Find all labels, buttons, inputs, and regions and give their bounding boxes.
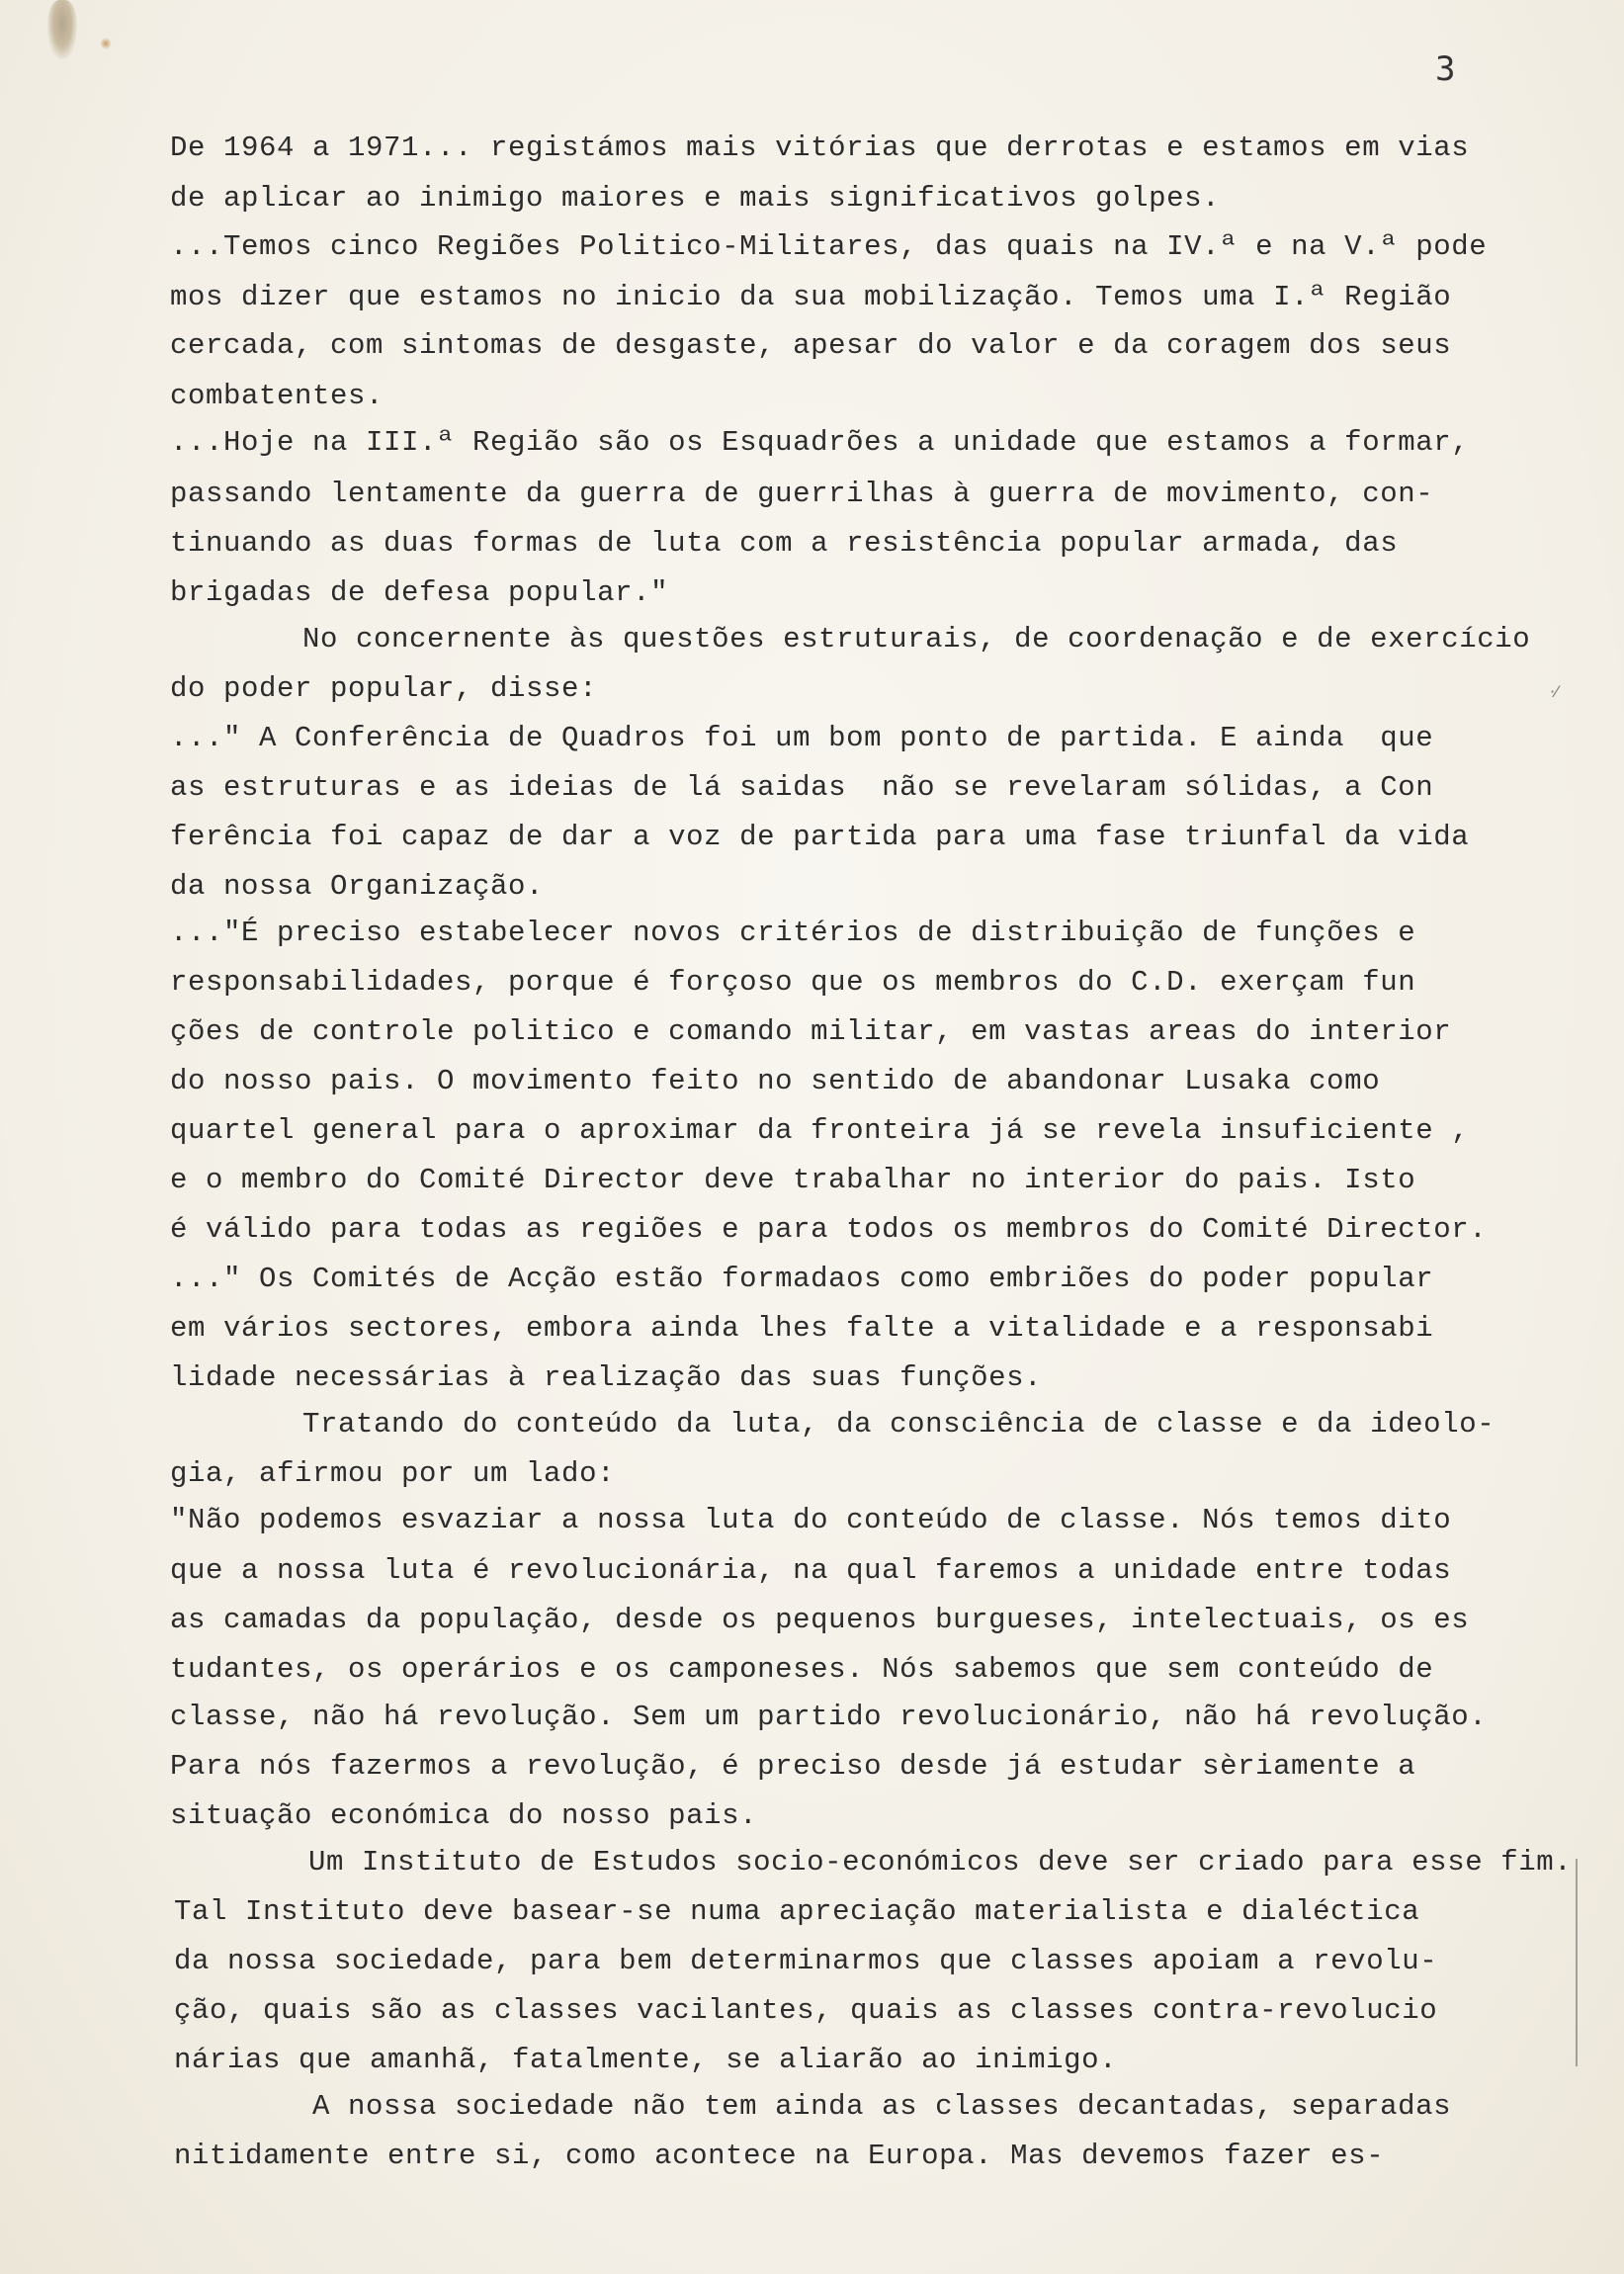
text-line: No concernente às questões estruturais, de coordenação e de exercício	[249, 623, 1531, 656]
text-line: ..." Os Comités de Acção estão formadaos como embriões do poder popular	[170, 1263, 1434, 1295]
text-line: ..." A Conferência de Quadros foi um bom ponto de partida. E ainda que	[170, 722, 1434, 754]
text-line: De 1964 a 1971... registámos mais vitórias que derrotas e estamos em vias	[170, 131, 1470, 164]
text-line: do nosso pais. O movimento feito no sentido de abandonar Lusaka como	[170, 1065, 1381, 1097]
text-line: tudantes, os operários e os camponeses. Nós sabemos que sem conteúdo de	[170, 1653, 1434, 1686]
text-line: ...Temos cinco Regiões Politico-Militares, das quais na IV.ª e na V.ª pode	[170, 230, 1488, 263]
text-line: mos dizer que estamos no inicio da sua mobilização. Temos uma I.ª Região	[170, 281, 1452, 313]
text-line: passando lentamente da guerra de guerrilhas à guerra de movimento, con-	[170, 478, 1434, 510]
text-line: as estruturas e as ideias de lá saidas não se revelaram sólidas, a Con	[170, 771, 1434, 804]
text-line: A nossa sociedade não tem ainda as classes decantadas, separadas	[259, 2090, 1452, 2123]
text-line: ção, quais são as classes vacilantes, quais as classes contra-revolucio	[174, 1994, 1438, 2027]
text-line: cercada, com sintomas de desgaste, apesar do valor e da coragem dos seus	[170, 329, 1452, 362]
text-line: Um Instituto de Estudos socio-económicos deve ser criado para esse fim.	[255, 1846, 1573, 1879]
text-line: da nossa sociedade, para bem determinarmos que classes apoiam a revolu-	[174, 1945, 1438, 1977]
text-line: Tal Instituto deve basear-se numa apreciação materialista e dialéctica	[174, 1895, 1420, 1928]
text-line: tinuando as duas formas de luta com a resistência popular armada, das	[170, 527, 1399, 560]
text-line: quartel general para o aproximar da fronteira já se revela insuficiente ,	[170, 1114, 1470, 1147]
text-line: Tratando do conteúdo da luta, da consciência de classe e da ideolo-	[249, 1408, 1496, 1441]
text-line: ções de controle politico e comando militar, em vastas areas do interior	[170, 1015, 1452, 1048]
text-line: ..."É preciso estabelecer novos critérios de distribuição de funções e	[170, 917, 1416, 949]
text-line: em vários sectores, embora ainda lhes falte a vitalidade e a responsabi	[170, 1312, 1434, 1345]
text-line: do poder popular, disse:	[170, 672, 598, 705]
text-line: ...Hoje na III.ª Região são os Esquadrões a unidade que estamos a formar,	[170, 426, 1470, 459]
text-line: da nossa Organização.	[170, 870, 545, 903]
text-line: as camadas da população, desde os pequenos burgueses, intelectuais, os es	[170, 1604, 1470, 1636]
text-line: ferência foi capaz de dar a voz de partida para uma fase triunfal da vida	[170, 821, 1470, 853]
text-line: gia, afirmou por um lado:	[170, 1457, 616, 1490]
page-number: 3	[1435, 49, 1456, 89]
text-line: que a nossa luta é revolucionária, na qual faremos a unidade entre todas	[170, 1554, 1452, 1587]
text-line: "Não podemos esvaziar a nossa luta do conteúdo de classe. Nós temos dito	[170, 1504, 1452, 1536]
margin-annotation-mark: ·⁄	[1550, 682, 1558, 701]
text-line: responsabilidades, porque é forçoso que os membros do C.D. exerçam fun	[170, 966, 1416, 999]
text-line: brigadas de defesa popular."	[170, 576, 669, 609]
text-line: Para nós fazermos a revolução, é preciso desde já estudar sèriamente a	[170, 1750, 1416, 1783]
text-line: lidade necessárias à realização das suas funções.	[170, 1361, 1043, 1394]
text-line: e o membro do Comité Director deve trabalhar no interior do pais. Isto	[170, 1164, 1416, 1196]
text-line: nárias que amanhã, fatalmente, se aliarão ao inimigo.	[174, 2044, 1118, 2076]
text-line: combatentes.	[170, 380, 385, 412]
text-line: é válido para todas as regiões e para todos os membros do Comité Director.	[170, 1213, 1488, 1246]
text-line: nitidamente entre si, como acontece na Europa. Mas devemos fazer es-	[174, 2140, 1385, 2172]
text-line: de aplicar ao inimigo maiores e mais significativos golpes.	[170, 182, 1221, 215]
text-line: situação económica do nosso pais.	[170, 1799, 758, 1832]
text-line: classe, não há revolução. Sem um partido revolucionário, não há revolução.	[170, 1701, 1488, 1733]
